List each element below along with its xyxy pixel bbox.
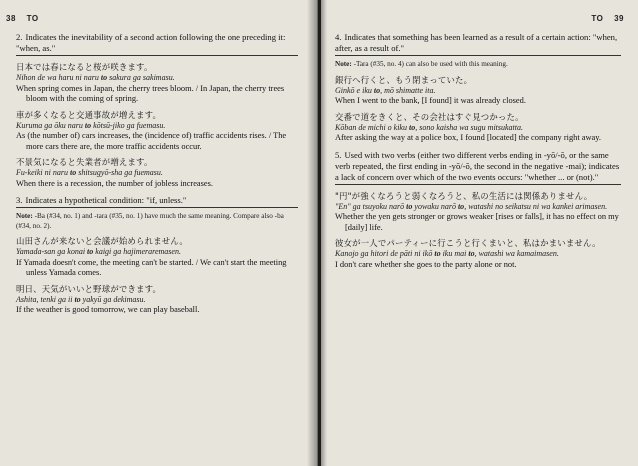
example [16,284,298,316]
particle-to: to [74,294,81,304]
usage-note [335,60,621,70]
usage-section [16,32,298,189]
gutter-shadow [321,0,327,466]
romaji-text: sakura ga sakimasu. [107,73,175,82]
particle-to: to [468,249,475,258]
romaji-sentence [335,249,621,260]
particle-to: to [100,73,108,82]
particle-to: to [373,85,381,95]
section-number: 5. [335,149,342,160]
romaji-sentence [16,73,298,84]
japanese-sentence: 車が多くなると交通事故が増えます。 [16,109,162,120]
english-translation: When spring comes in Japan, the cherry trees bloom. / In Japan, the cherry trees bloom with the coming of spring. [16,83,285,103]
romaji-text: "En" ga tsuyoku narō [335,201,407,211]
right-content [335,32,621,276]
romaji-sentence [335,86,621,97]
running-head-right [591,14,624,23]
usage-section [335,32,621,144]
romaji-text: Kōban de michi o kiku [335,122,409,132]
gutter-shadow [307,0,317,466]
section-number: 3. [16,195,23,205]
english-translation: I don't care whether she goes to the party alone or not. [335,259,517,269]
example [16,236,298,279]
romaji-text: , mō shimatte ita. [380,85,436,95]
section-heading-text: Indicates a hypothetical condition: "if, unless." [25,195,187,205]
running-title: TO [591,14,604,23]
section-number: 2. [16,32,23,42]
example [335,75,621,107]
usage-section [16,195,298,316]
japanese-sentence: 山田さんが来ないと会議が始められません。 [16,236,189,246]
japanese-sentence: 不景気になると失業者が増えます。 [16,157,153,167]
particle-to: to [69,168,77,177]
page-number: 39 [614,14,624,23]
section-heading-text: Used with two verbs (either two different verbs ending in -yō/-ō, or the same verb repeated, the first ending in -yō/-ō, the second in the negative -mai); indicates a lack of concern over which of the two events occurs: "whether ... or (not)." [335,149,620,182]
romaji-sentence [335,123,621,134]
section-heading-text: Indicates that something has been learned as a result of a certain action: "when, after, as a result of." [335,32,618,53]
particle-to: to [457,201,465,211]
particle-to: to [434,249,441,258]
romaji-text: yakyū ga dekimasu. [80,294,146,304]
note-text: -Tara (#35, no. 4) can also be used with this meaning. [351,60,508,68]
english-translation: As (the number of) cars increases, the (incidence of) traffic accidents rises. / The more cars there are, the more traffic accidents occur. [16,131,287,151]
section-number: 4. [335,32,342,42]
english-translation: When there is a recession, the number of jobless increases. [16,178,213,188]
romaji-text: kaigi ga hajimeraremasen. [93,247,181,256]
particle-to: to [84,120,92,130]
japanese-sentence: "円"が強くなろうと弱くなろうと、私の生活には関係ありません。 [335,190,593,201]
romaji-text: iku mai [440,249,469,258]
example [16,62,298,105]
section-heading [335,150,621,185]
example [335,191,621,234]
running-title: TO [26,14,39,23]
english-translation: If the weather is good tomorrow, we can play baseball. [16,305,200,314]
english-translation: Whether the yen gets stronger or grows weaker [rises or falls], it has no effect on my [daily] life. [335,212,619,232]
romaji-sentence [335,202,621,213]
romaji-text: Fu-keiki ni naru [16,168,70,177]
usage-note [16,212,298,231]
romaji-sentence [16,168,298,179]
english-translation: When I went to the bank, [I found] it was already closed. [335,96,526,105]
usage-section [335,150,621,271]
romaji-text: yowaku narō [412,201,458,211]
left-content [16,32,298,322]
note-text: -Ba (#34, no. 1) and -tara (#35, no. 1) have much the same meaning. Compare also -ba (#34, no. 2). [16,212,284,230]
romaji-text: Ashita, tenki ga ii [16,294,75,304]
japanese-sentence: 銀行へ行くと、もう閉まっていた。 [335,74,473,85]
romaji-text: shitsugyō-sha ga fuemasu. [76,168,163,177]
romaji-text: , sono kaisha wa sugu mitsukatta. [415,122,523,132]
right-page [321,0,638,466]
example [16,110,298,153]
romaji-text: Yamada-san ga konai [16,247,88,256]
romaji-text: Kuruma ga ōku naru [16,120,85,130]
section-heading [16,195,298,208]
japanese-sentence: 日本では春になると桜が咲きます。 [16,62,153,72]
left-page [0,0,318,466]
japanese-sentence: 交番で道をきくと、その会社はすぐ見つかった。 [335,111,524,122]
romaji-text: Nihon de wa haru ni naru [16,73,101,82]
romaji-text: Kanojo ga hitori de pāti ni ikō [335,249,435,258]
page-number: 38 [6,14,16,23]
english-translation: If Yamada doesn't come, the meeting can't be started. / We can't start the meeting unless Yamada comes. [16,257,287,277]
particle-to: to [406,201,413,211]
section-heading [335,32,621,56]
romaji-sentence [16,121,298,132]
japanese-sentence: 明日、天気がいいと野球ができます。 [16,283,162,294]
japanese-sentence: 彼女が一人でパーティーに行こうと行くまいと、私はかまいません。 [335,238,601,248]
particle-to: to [408,122,416,132]
note-label: Note: [335,60,352,68]
romaji-sentence [16,247,298,258]
example [16,157,298,189]
section-heading [16,32,298,56]
english-translation: After asking the way at a police box, I found [located] the company right away. [335,133,601,142]
romaji-text: , watashi wa kamaimasen. [474,249,559,258]
example [335,238,621,270]
note-label: Note: [16,212,33,220]
section-heading-text: Indicates the inevitability of a second action following the one preceding it: "when, as." [16,32,286,53]
romaji-sentence [16,295,298,306]
romaji-text: kōtsū-jiko ga fuemasu. [91,120,166,130]
particle-to: to [87,247,94,256]
running-head-left [6,14,39,23]
romaji-text: , watashi no seikatsu ni wa kankei arimasen. [464,201,608,211]
romaji-text: Ginkō e iku [335,85,374,95]
example [335,112,621,144]
